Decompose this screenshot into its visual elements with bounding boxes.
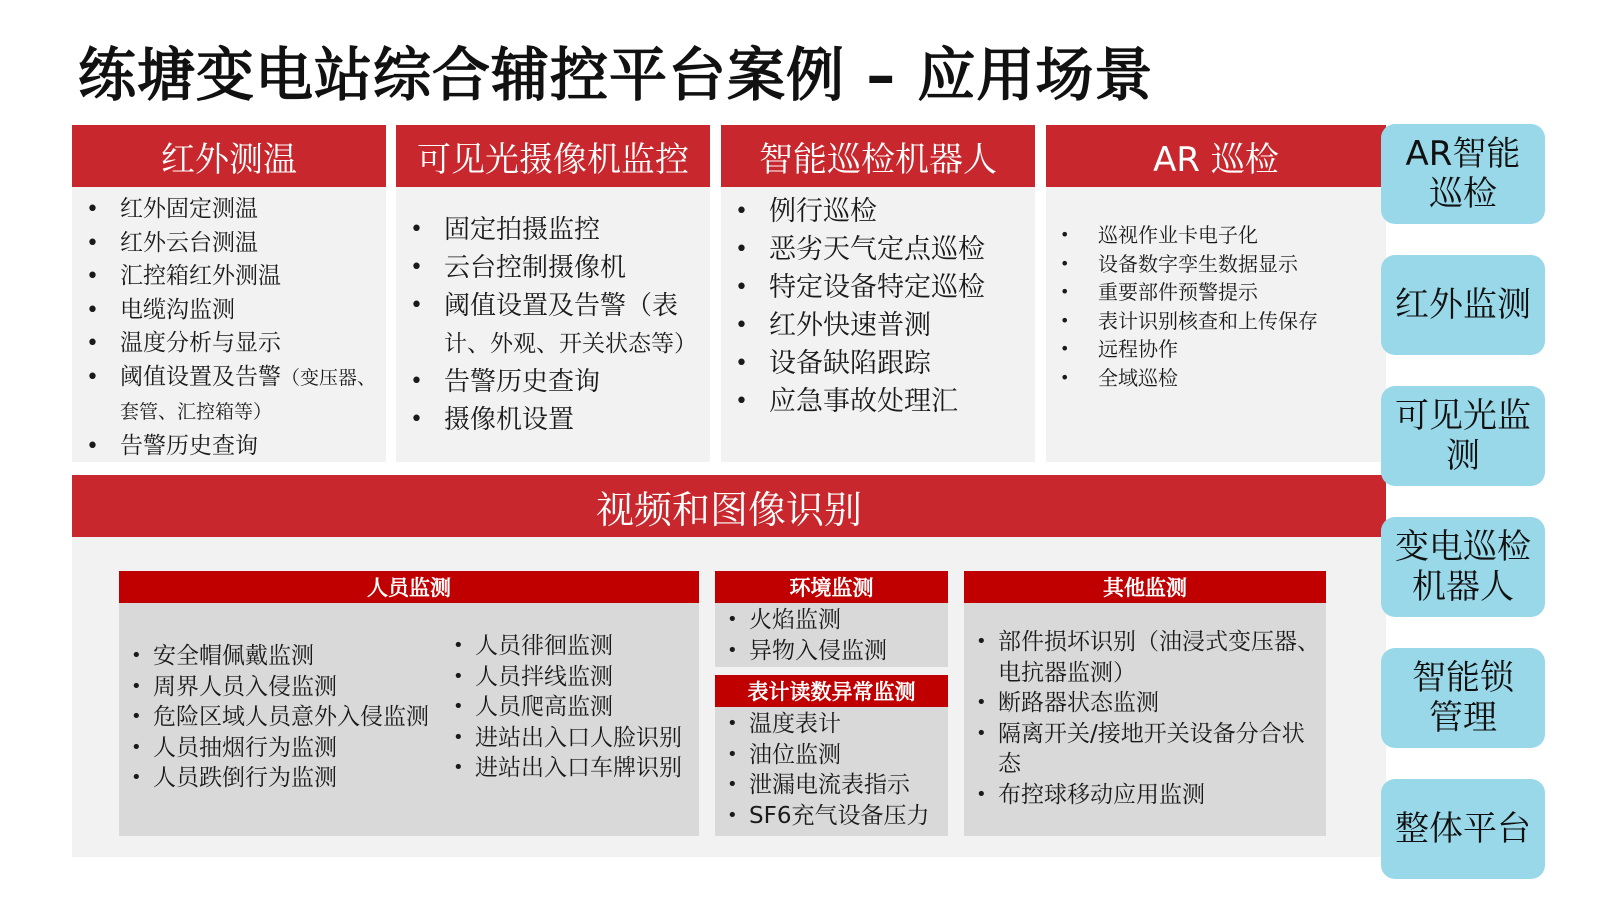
list-item: • 巡视作业卡电子化 bbox=[1046, 221, 1386, 250]
bullet-icon: • bbox=[131, 675, 142, 697]
list-item: • 泄漏电流表指示 bbox=[715, 770, 948, 801]
list-item: • 人员爬高监测 bbox=[441, 692, 682, 723]
bullet-icon: • bbox=[131, 736, 142, 758]
bullet-icon: • bbox=[735, 351, 748, 376]
bullet-list bbox=[72, 187, 386, 463]
bullet-icon: • bbox=[976, 722, 987, 744]
bullet-icon: • bbox=[976, 692, 987, 713]
bullet-icon: • bbox=[727, 774, 738, 795]
bullet-icon: • bbox=[86, 197, 99, 222]
list-item: • SF6充气设备压力 bbox=[715, 801, 948, 832]
bullet-icon: • bbox=[410, 407, 423, 432]
list-item: • 部件损坏识别（油浸式变压器、 bbox=[964, 627, 1326, 658]
environment-monitoring-box bbox=[715, 571, 948, 667]
card-infrared-temperature bbox=[72, 125, 386, 462]
bullet-icon: • bbox=[976, 631, 987, 652]
bullet-icon: • bbox=[735, 313, 748, 338]
bullet-icon: • bbox=[735, 389, 748, 414]
list-item: • 设备数字孪生数据显示 bbox=[1046, 250, 1386, 279]
bullet-list bbox=[396, 187, 710, 439]
list-item: • 表计识别核查和上传保存 bbox=[1046, 307, 1386, 336]
video-recognition-heading: 视频和图像识别 bbox=[72, 475, 1386, 537]
list-item: • 油位监测 bbox=[715, 740, 948, 771]
list-item: • 温度分析与显示 bbox=[72, 327, 386, 361]
personnel-monitoring-heading: 人员监测 bbox=[119, 571, 699, 603]
card-inspection-robot bbox=[721, 125, 1035, 462]
card-heading: AR 巡检 bbox=[1046, 125, 1386, 187]
list-item: • 断路器状态监测 bbox=[964, 688, 1326, 719]
list-item-continuation: 电抗器监测） bbox=[998, 659, 1136, 686]
bullet-icon: • bbox=[1060, 310, 1070, 330]
list-item: • 进站出入口人脸识别 bbox=[441, 723, 682, 754]
bullet-icon: • bbox=[131, 767, 142, 788]
list-item: • 隔离开关/接地开关设备分合状 bbox=[964, 719, 1326, 750]
bullet-icon: • bbox=[1060, 225, 1070, 244]
bullet-icon: • bbox=[410, 217, 423, 242]
list-item-continuation: 计、外观、开关状态等） bbox=[444, 331, 697, 357]
bullet-icon: • bbox=[86, 433, 99, 459]
list-item: • 人员徘徊监测 bbox=[441, 631, 682, 662]
bullet-icon: • bbox=[86, 264, 99, 289]
list-item: • 重要部件预警提示 bbox=[1046, 278, 1386, 307]
list-item: • 全域巡检 bbox=[1046, 364, 1386, 393]
list-item: • 进站出入口车牌识别 bbox=[441, 753, 682, 784]
card-visible-light-camera bbox=[396, 125, 710, 462]
list-item: • 人员抽烟行为监测 bbox=[119, 733, 429, 764]
bullet-icon: • bbox=[1060, 282, 1070, 301]
bullet-icon: • bbox=[410, 293, 423, 318]
bullet-icon: • bbox=[735, 237, 748, 262]
side-button-substation-robot[interactable]: 变电巡检 机器人 bbox=[1381, 517, 1545, 617]
list-item: • 设备缺陷跟踪 bbox=[721, 345, 1035, 383]
list-item: • 告警历史查询 bbox=[72, 430, 386, 464]
list-item: • 人员跌倒行为监测 bbox=[119, 763, 429, 794]
side-button-overall-platform[interactable]: 整体平台 bbox=[1381, 779, 1545, 879]
side-button-smart-lock[interactable]: 智能锁 管理 bbox=[1381, 648, 1545, 748]
bullet-icon: • bbox=[453, 726, 464, 748]
bullet-icon: • bbox=[86, 331, 99, 356]
bullet-icon: • bbox=[453, 635, 464, 656]
list-item: • 电缆沟监测 bbox=[72, 294, 386, 328]
other-list bbox=[964, 603, 1326, 810]
bullet-icon: • bbox=[727, 804, 738, 826]
bullet-icon: • bbox=[727, 609, 738, 630]
card-heading: 红外测温 bbox=[72, 125, 386, 187]
list-item: • 应急事故处理汇 bbox=[721, 383, 1035, 421]
environment-monitoring-heading: 环境监测 bbox=[715, 571, 948, 603]
list-item: • 红外固定测温 bbox=[72, 193, 386, 227]
bullet-icon: • bbox=[727, 743, 738, 765]
video-recognition-panel bbox=[72, 475, 1386, 857]
bullet-icon: • bbox=[1060, 253, 1070, 273]
bullet-icon: • bbox=[86, 230, 99, 256]
personnel-list-left bbox=[119, 641, 429, 794]
list-item: • 远程协作 bbox=[1046, 335, 1386, 364]
list-item-continuation: 态 bbox=[998, 751, 1021, 777]
bullet-icon: • bbox=[86, 297, 99, 323]
list-item: • 阈值设置及告警（表 bbox=[396, 287, 710, 325]
bullet-icon: • bbox=[727, 639, 738, 661]
list-item: • 布控球移动应用监测 bbox=[964, 780, 1326, 811]
bullet-icon: • bbox=[976, 783, 987, 805]
bullet-icon: • bbox=[410, 255, 423, 280]
meter-anomaly-heading: 表计读数异常监测 bbox=[715, 675, 948, 707]
list-item-continuation: 套管、汇控箱等） bbox=[120, 401, 273, 423]
other-monitoring-box bbox=[964, 571, 1326, 836]
list-item: • 阈值设置及告警（变压器、 bbox=[72, 361, 386, 396]
list-item: • 危险区域人员意外入侵监测 bbox=[119, 702, 429, 733]
environment-list bbox=[715, 603, 948, 666]
personnel-list-right bbox=[441, 631, 682, 784]
bullet-list bbox=[1046, 187, 1386, 392]
card-heading: 可见光摄像机监控 bbox=[396, 125, 710, 187]
bullet-icon: • bbox=[735, 199, 748, 224]
bullet-icon: • bbox=[410, 369, 423, 394]
list-item: • 安全帽佩戴监测 bbox=[119, 641, 429, 672]
other-monitoring-heading: 其他监测 bbox=[964, 571, 1326, 603]
bullet-icon: • bbox=[86, 364, 99, 390]
list-item: • 固定拍摄监控 bbox=[396, 211, 710, 249]
list-item: • 告警历史查询 bbox=[396, 363, 710, 401]
list-item: • 火焰监测 bbox=[715, 605, 948, 636]
personnel-monitoring-box bbox=[119, 571, 699, 836]
list-item: • 异物入侵监测 bbox=[715, 636, 948, 667]
page-title: 练塘变电站综合辅控平台案例 – 应用场景 bbox=[78, 41, 1154, 109]
list-item: • 特定设备特定巡检 bbox=[721, 269, 1035, 307]
bullet-icon: • bbox=[131, 706, 142, 727]
list-item: • 汇控箱红外测温 bbox=[72, 260, 386, 294]
bullet-icon: • bbox=[1060, 339, 1070, 358]
meter-list bbox=[715, 707, 948, 831]
list-item: • 例行巡检 bbox=[721, 193, 1035, 231]
card-heading: 智能巡检机器人 bbox=[721, 125, 1035, 187]
side-button-ar-inspection[interactable]: AR智能 巡检 bbox=[1381, 124, 1545, 224]
bullet-icon: • bbox=[727, 713, 738, 734]
list-item: • 摄像机设置 bbox=[396, 401, 710, 439]
bullet-icon: • bbox=[131, 645, 142, 666]
list-item: • 恶劣天气定点巡检 bbox=[721, 231, 1035, 269]
meter-anomaly-box bbox=[715, 675, 948, 836]
bullet-icon: • bbox=[1060, 367, 1070, 387]
list-item: • 周界人员入侵监测 bbox=[119, 672, 429, 703]
list-item: • 温度表计 bbox=[715, 709, 948, 740]
bullet-icon: • bbox=[735, 275, 748, 300]
list-item: • 云台控制摄像机 bbox=[396, 249, 710, 287]
bullet-icon: • bbox=[453, 665, 464, 687]
list-item: • 红外云台测温 bbox=[72, 227, 386, 261]
card-ar-inspection bbox=[1046, 125, 1386, 462]
bullet-icon: • bbox=[453, 757, 464, 778]
list-item: • 红外快速普测 bbox=[721, 307, 1035, 345]
bullet-list bbox=[721, 187, 1035, 421]
side-button-infrared-monitoring[interactable]: 红外监测 bbox=[1381, 255, 1545, 355]
bullet-icon: • bbox=[453, 696, 464, 717]
list-item: • 人员拌线监测 bbox=[441, 662, 682, 693]
side-button-visible-light-monitoring[interactable]: 可见光监 测 bbox=[1381, 386, 1545, 486]
